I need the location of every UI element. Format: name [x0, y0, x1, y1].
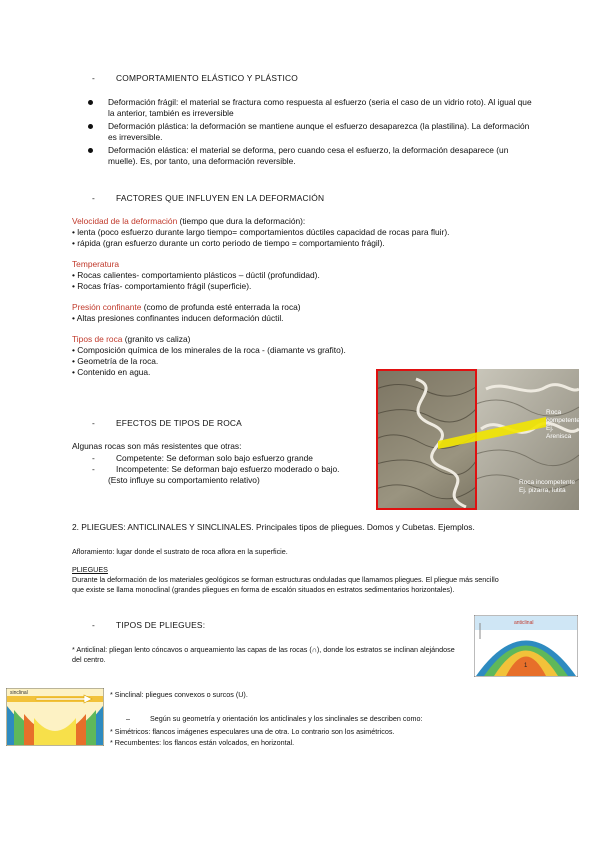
geometria-line: – Según su geometría y orientación los anticlinales y los sinclinales se describen como:: [126, 714, 423, 723]
section-heading-factores: - FACTORES QUE INFLUYEN EN LA DEFORMACIÓN: [92, 193, 325, 203]
dash-marker: -: [92, 73, 95, 83]
label-roca-competente: Roca competente Ej. Arenisca: [546, 409, 580, 440]
factor-line: • Rocas calientes- comportamiento plásticos – dúctil (profundidad).: [72, 270, 320, 280]
label-roca-incompetente: Roca incompetente Ej. pizarra, lutita: [519, 479, 576, 494]
factor-velocidad: [72, 216, 532, 249]
list-item: - Incompetente: Se deforman bajo esfuerzo moderado o bajo.: [92, 464, 340, 474]
dash-marker: -: [92, 418, 95, 428]
dash-marker: –: [126, 714, 130, 723]
anticlinal-definition: * Anticlinal: pliegan lento cóncavos o arqueamiento las capas de las rocas (∩), donde los estratos se inclinan alejándose del centro.: [72, 645, 455, 664]
factor-line: • Contenido en agua.: [72, 367, 151, 377]
diagram-label: anticlinal: [514, 620, 534, 626]
factor-line: • Geometría de la roca.: [72, 356, 159, 366]
bullet-icon: [88, 148, 93, 153]
dash-marker: -: [92, 453, 95, 463]
diagram-label: sinclinal: [10, 690, 28, 696]
syncline-illustration: [6, 688, 104, 746]
deformation-types-list: [108, 97, 538, 167]
factor-presion: [72, 302, 532, 324]
anticline-diagram: [474, 615, 578, 677]
pliegues-title: PLIEGUES: [72, 565, 108, 574]
section-heading-comportamiento: - COMPORTAMIENTO ELÁSTICO Y PLÁSTICO: [92, 73, 298, 83]
anticline-illustration: [474, 615, 578, 677]
list-item: Deformación plástica: la deformación se mantiene aunque el esfuerzo desaparezca (la plastilina). La deformación es irreversible.: [108, 121, 538, 143]
list-item: Deformación frágil: el material se fractura como respuesta al esfuerzo (seria el caso de un vidrio roto). Al igual que la anterior, también es irreversible: [108, 97, 538, 119]
efectos-list: [92, 453, 382, 486]
factor-title-line: Presión confinante (como de profunda esté enterrada la roca): [72, 302, 301, 312]
dash-marker: -: [92, 464, 95, 474]
layer-number: 1: [524, 663, 528, 669]
pliegues-text: Durante la deformación de los materiales geológicos se forman estructuras onduladas que llamamos pliegues. El pliegue más sencillo que existe se llama monoclinal (grandes pliegues en forma de escalón situados en estratos sedimentarios horizontales).: [72, 575, 499, 594]
dash-marker: -: [92, 620, 95, 630]
bullet-icon: [88, 100, 93, 105]
factor-title: Temperatura: [72, 259, 120, 269]
factor-line: • Composición química de los minerales de la roca - (diamante vs grafito).: [72, 345, 346, 355]
list-item: Deformación elástica: el material se deforma, pero cuando cesa el esfuerzo, la deformación desaparece (un muelle). Es, por tanto, una deformación reversible.: [108, 145, 538, 167]
efectos-intro: Algunas rocas son más resistentes que otras:: [72, 441, 242, 451]
recumbentes-definition: * Recumbentes: los flancos están volcados, en horizontal.: [110, 738, 295, 747]
factor-title-line: Velocidad de la deformación (tiempo que dura la deformación):: [72, 216, 306, 226]
factor-title-line: Tipos de roca (granito vs caliza): [72, 334, 191, 344]
pliegues-section-heading: 2. PLIEGUES: ANTICLINALES Y SINCLINALES. Principales tipos de pliegues. Domos y Cubetas. Ejemplos.: [72, 522, 475, 532]
sinclinal-definition: * Sinclinal: pliegues convexos o surcos (U).: [110, 690, 248, 699]
factor-tipos-roca: [72, 334, 392, 378]
section-heading-efectos: - EFECTOS DE TIPOS DE ROCA: [92, 418, 242, 428]
tipos-pliegues-heading: - TIPOS DE PLIEGUES:: [92, 620, 206, 630]
factor-line: • Altas presiones confinantes inducen deformación dúctil.: [72, 313, 284, 323]
afloramiento-definition: Afloramiento: lugar donde el sustrato de roca aflora en la superficie.: [72, 547, 288, 556]
folded-rock-photo: [376, 369, 579, 510]
bullet-icon: [88, 124, 93, 129]
factor-temperatura: [72, 259, 532, 292]
factor-line: • Rocas frías- comportamiento frágil (superficie).: [72, 281, 252, 291]
pliegues-block: [72, 565, 502, 595]
factor-line: • rápida (gran esfuerzo durante un corto periodo de tiempo = comportamiento frágil).: [72, 238, 385, 248]
efectos-note: (Esto influye su comportamiento relativo): [108, 475, 260, 485]
simetricos-definition: * Simétricos: flancos imágenes especulares una de otra. Lo contrario son los asimétricos.: [110, 727, 395, 736]
syncline-diagram: [6, 688, 104, 746]
factor-line: • lenta (poco esfuerzo durante largo tiempo= comportamientos dúctiles capacidad de rocas para fluir).: [72, 227, 450, 237]
dash-marker: -: [92, 193, 95, 203]
list-item: - Competente: Se deforman solo bajo esfuerzo grande: [92, 453, 313, 463]
